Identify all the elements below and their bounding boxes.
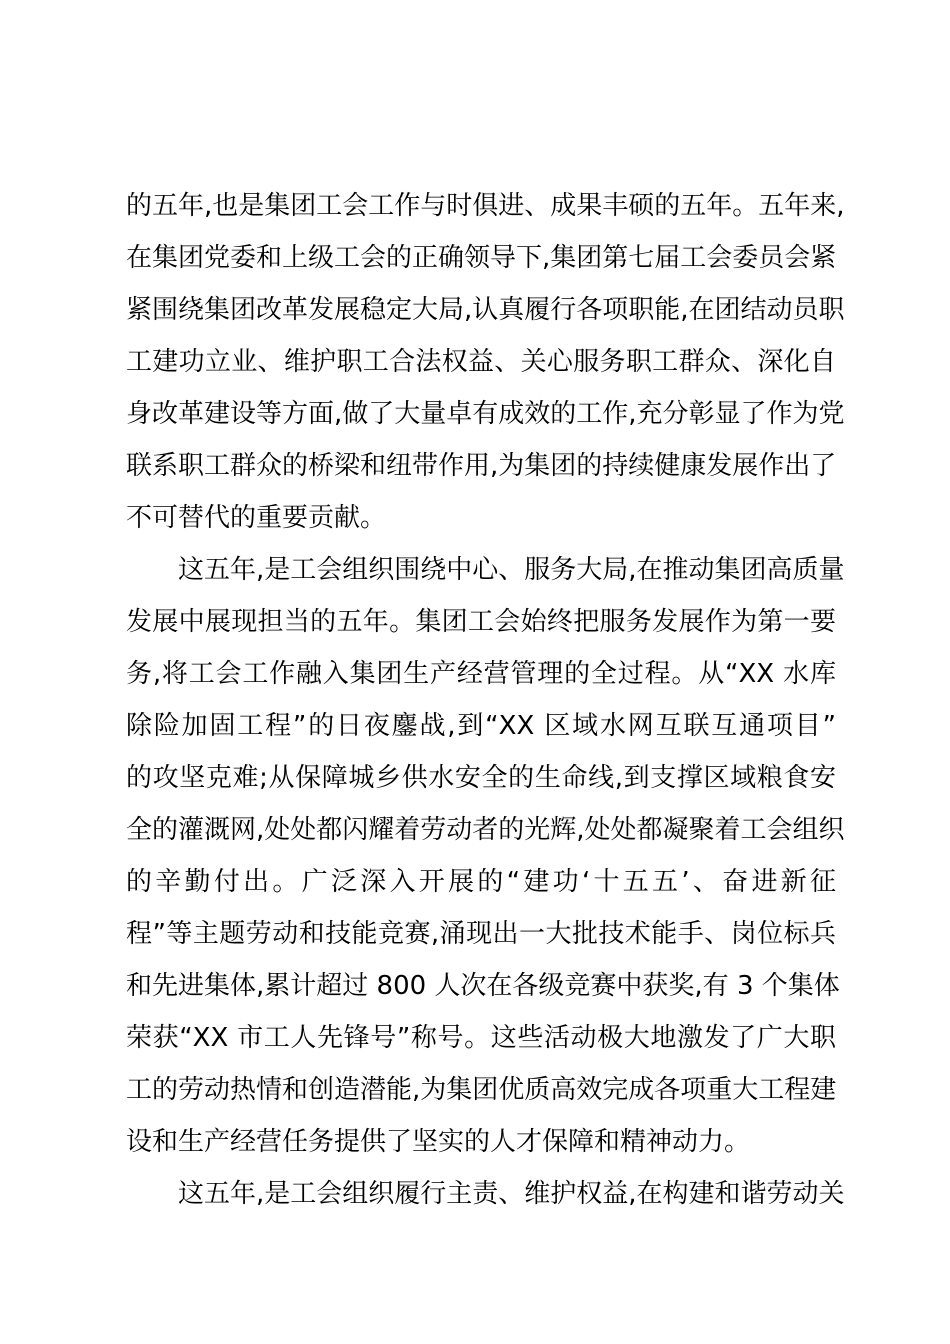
text-line: 除险加固工程”的日夜鏖战,到“XX 区域水网互联互通项目” [126,711,836,741]
text-line: 身改革建设等方面,做了大量卓有成效的工作,充分彰显了作为党 [126,399,845,429]
text-line: 荣获“XX 市工人先锋号”称号。这些活动极大地激发了广大职 [126,1023,836,1053]
text-line: 在集团党委和上级工会的正确领导下,集团第七届工会委员会紧 [126,243,837,273]
text-line: 的辛勤付出。广泛深入开展的“建功‘十五五’、奋进新征 [126,867,836,897]
text-line: 工的劳动热情和创造潜能,为集团优质高效完成各项重大工程建 [126,1075,837,1105]
text-line: 和先进集体,累计超过 800 人次在各级竞赛中获奖,有 3 个集体 [126,971,840,1001]
text-line: 的攻坚克难;从保障城乡供水安全的生命线,到支撑区域粮食安 [126,763,836,793]
text-line: 发展中展现担当的五年。集团工会始终把服务发展作为第一要 [126,607,836,637]
text-line: 的五年,也是集团工会工作与时俱进、成果丰硕的五年。五年来, [126,191,845,221]
text-line: 全的灌溉网,处处都闪耀着劳动者的光辉,处处都凝聚着工会组织 [126,815,845,845]
text-line: 不可替代的重要贡献。 [126,503,387,533]
paragraph-first-line: 这五年,是工会组织围绕中心、服务大局,在推动集团高质量 [178,555,845,585]
text-line: 联系职工群众的桥梁和纽带作用,为集团的持续健康发展作出了 [126,451,837,481]
paragraph-first-line: 这五年,是工会组织履行主责、维护权益,在构建和谐劳动关 [178,1179,845,1209]
body-text [126,180,845,1220]
text-line: 务,将工会工作融入集团生产经营管理的全过程。从“XX 水库 [126,659,836,689]
text-line: 程”等主题劳动和技能竞赛,涌现出一大批技术能手、岗位标兵 [126,919,836,949]
text-line: 设和生产经营任务提供了坚实的人才保障和精神动力。 [126,1127,751,1157]
text-line: 紧围绕集团改革发展稳定大局,认真履行各项职能,在团结动员职 [126,295,845,325]
text-line: 工建功立业、维护职工合法权益、关心服务职工群众、深化自 [126,347,836,377]
